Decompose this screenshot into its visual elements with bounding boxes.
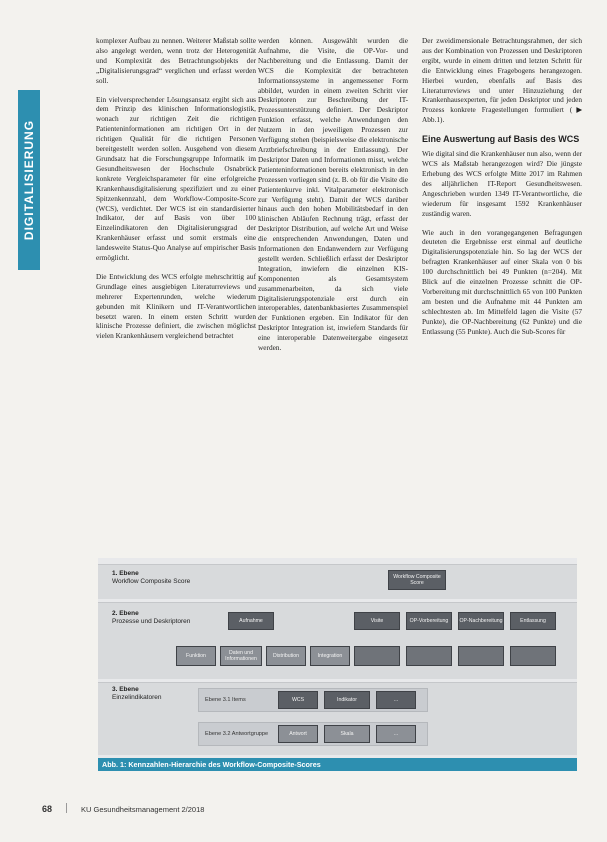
descriptor-box-placeholder	[510, 646, 556, 666]
level-3-label	[112, 686, 162, 702]
level-1-subtitle: Workflow Composite Score	[112, 578, 191, 585]
paragraph: Ein vielversprechender Lösungsansatz ergibt sich aus dem Prinzip des klinischen Informationslogistik, wonach zur richtigen Zeit die richtigen Patienteninformationen am richtigen Ort in der richtigen Qualität für die richtigen Personen bereitgestellt werden sollen. Ausgehend von diesem Grundsatz hat die Forschungsgruppe Informatik im Gesundheitswesen der Hochschule Osnabrück konkrete Vergleichsparameter für eine erfolgreiche Krankenhausdigitalisierung spezifiziert und zu einer Spitzenkennzahl, dem Workflow-Composite-Score (WCS), verdichtet. Der WCS ist ein standardisierter Indikator, der auf Basis von über 100 Einzelindikatoren den Digitalisierungsgrad der Krankenhäuser erfasst und somit erstmals eine landesweite Status-Quo Analyse auf empirischer Basis ermöglicht.	[96, 94, 256, 263]
paragraph: Der zweidimensionale Betrachtungsrahmen, der sich aus der Kombination von Prozessen und Deskriptoren ergibt, wurde in einem dritten und letzten Schritt für die Entwicklung eines Fragebogens herangezogen. Hierbei wurden, ebenfalls auf Basis des Literaturreviews und unter Hinzuziehung der Krankenhausexperten, für jeden Deskriptor und jeden Prozess konkrete Fragestellungen formuliert (▶ Abb.1).	[422, 36, 582, 125]
level-3-subtitle: Einzelindikatoren	[112, 694, 162, 701]
descriptor-box-placeholder	[406, 646, 452, 666]
level-1-title: 1. Ebene	[112, 570, 139, 577]
level-2-subtitle: Prozesse und Deskriptoren	[112, 618, 191, 625]
answer-panel-label: Ebene 3.2 Antwortgruppe	[205, 731, 269, 737]
item-box: Indikator	[324, 691, 370, 709]
paragraph: Wie digital sind die Krankenhäuser nun also, wenn der WCS als Maßstab herangezogen wird? Die jüngste Erhebung des WCS erfolgte Mitte 2017 im Rahmen des alljährlichen IT-Report Gesundheitswesen. Angeschrieben wurden 1349 IT-Verantwortliche, die wiederum für insgesamt 1592 Krankenhäuser zuständig waren.	[422, 149, 582, 218]
paragraph: Die Entwicklung des WCS erfolgte mehrschrittig auf Grundlage eines ausgiebigen Literaturreviews und mehrerer Expertenrunden, welche wiederum gebunden mit Klinikern und IT-Verantwortlichen besetzt waren. In einem ersten Schritt wurden klinische Prozesse definiert, die zwischen möglichst vielen Krankenhäusern vergleichend betrachtet	[96, 271, 256, 341]
page-footer	[42, 803, 204, 814]
text-column-2	[258, 36, 408, 362]
answer-box: Antwort	[278, 725, 318, 743]
level-2-label	[112, 610, 190, 626]
descriptor-box: Integration	[310, 646, 350, 666]
publication-name: KU Gesundheitsmanagement 2/2018	[81, 805, 205, 814]
descriptor-box: Funktion	[176, 646, 216, 666]
section-tab-label: DIGITALISIERUNG	[22, 119, 36, 241]
process-box: OP-Nachbereitung	[458, 612, 504, 630]
item-box: WCS	[278, 691, 318, 709]
answer-box: Skala	[324, 725, 370, 743]
items-panel-label: Ebene 3.1 Items	[205, 697, 246, 703]
text-column-3	[422, 36, 582, 345]
process-box: Aufnahme	[228, 612, 274, 630]
page-number: 68	[42, 804, 53, 814]
answer-box: ...	[376, 725, 416, 743]
descriptor-box: Daten und Informationen	[220, 646, 262, 666]
paragraph: komplexer Aufbau zu nennen. Weiterer Maßstab sollte also angelegt werden, wenn trotz der Heterogenität und Komplexität des Betrachtungsobjekts der „Digitalisierungsgrad“ verglichen und erfasst werden soll.	[96, 36, 256, 85]
descriptor-box-placeholder	[354, 646, 400, 666]
figure-caption: Abb. 1: Kennzahlen-Hierarchie des Workflow-Composite-Scores	[98, 758, 577, 771]
section-heading: Eine Auswertung auf Basis des WCS	[422, 134, 580, 145]
level-1-label	[112, 570, 190, 586]
hierarchy-figure	[98, 558, 577, 758]
descriptor-box: Distribution	[266, 646, 306, 666]
text-column-1	[96, 36, 256, 350]
item-box: ...	[376, 691, 416, 709]
footer-divider	[66, 803, 67, 813]
process-box: Visite	[354, 612, 400, 630]
process-box: OP-Vorbereitung	[406, 612, 452, 630]
section-tab	[18, 90, 40, 270]
paragraph: Wie auch in den vorangegangenen Befragungen deuteten die Ergebnisse erst einmal auf deutliche Digitalisierungspotenziale hin. So lag der WCS der befragten Krankenhäuser auf einer Skala von 0 bis 100 durchschnittlich bei 49 Punkten (n=204). Mit Blick auf die einzelnen Prozesse schnitt die OP-Vorbereitung mit durchschnittlich 65 von 100 Punkten am besten und die Aufnahme mit 44 Punkten am schlechtesten ab. Im Mittelfeld lagen die Visite (57 Punkte), die OP-Nachbereitung (62 Punkte) und die Entlassung (55 Punkte). Auch die Sub-Scores für	[422, 227, 582, 336]
process-box: Entlassung	[510, 612, 556, 630]
paragraph: werden können. Ausgewählt wurden die Aufnahme, die Visite, die OP-Vor- und Nachbereitung und die Entlassung. Damit der WCS die Komplexität der betrachteten Informationssysteme in angemessener Form abbildet, wurden in einem zweiten Schritt vier Deskriptoren zur Beschreibung der IT-Prozessunterstützung definiert. Der Deskriptor Funktion erfasst, welche Anwendungen den Nutzern in den jeweiligen Prozessen zur Verfügung stehen (beispielsweise die elektronische Arztbriefschreibung in der Entlassung). Der Deskriptor Daten und Informationen misst, welche Patienteninformationen bereits elektronisch in den Prozessen vorliegen sind (z. B. ob für die Visite die Patientenkurve inkl. Vitalparameter elektronisch zur Verfügung steht). Damit der WCS darüber hinaus auch den hohen Mobilitätsbedarf in den klinischen Abläufen Rechnung trägt, erfasst der Deskriptor Distribution, auf welche Art und Weise die entsprechenden Anwendungen, Daten und Informationen den Endanwendern zur Verfügung gestellt werden. Schließlich erfasst der Deskriptor Integration, inwiefern die einzelnen KIS-Komponenten als Gesamtsystem zusammenarbeiten, da sich viele Digitalisierungspotenziale erst durch ein interoperables, datenbankbasiertes Zusammenspiel der Funktionen ergeben. Ein Indikator für den Deskriptor Integration ist, inwiefern Standards für eine interoperable Datenweitergabe eingesetzt werden.	[258, 36, 408, 353]
wcs-top-box: Workflow Composite Score	[388, 570, 446, 590]
level-3-title: 3. Ebene	[112, 686, 139, 693]
descriptor-box-placeholder	[458, 646, 504, 666]
level-2-title: 2. Ebene	[112, 610, 139, 617]
